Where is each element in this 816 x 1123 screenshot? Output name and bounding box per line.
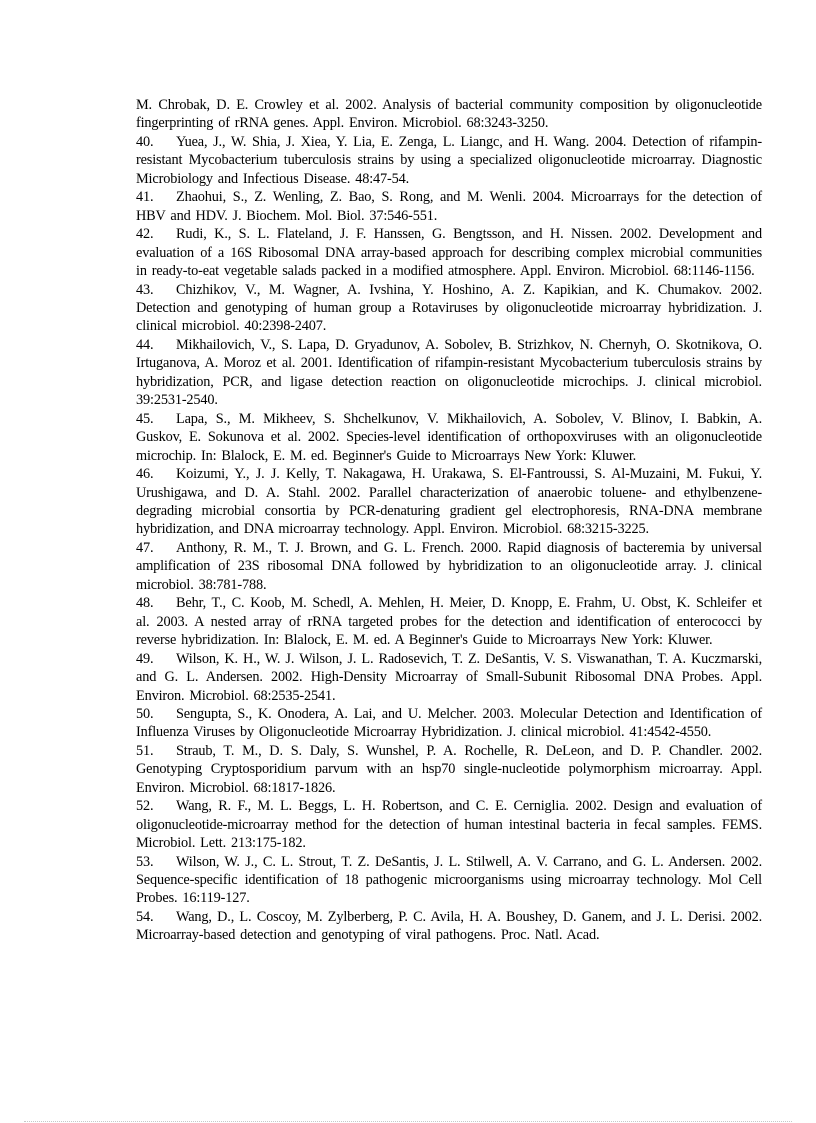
reference-number: 48.: [136, 595, 154, 612]
reference-text: Sengupta, S., K. Onodera, A. Lai, and U. Melcher. 2003. Molecular Detection and Identification of Influenza Viruses by Oligonucleotide Microarray Hybridization. J. clinical microbiol. 41:4542-4550.: [136, 705, 762, 741]
reference-text: Rudi, K., S. L. Flateland, J. F. Hanssen, G. Bengtsson, and H. Nissen. 2002. Development and evaluation of a 16S Ribosomal DNA array-based approach for describing complex microbial communities in ready-to-eat vegetable salads packed in a modified atmosphere. Appl. Environ. Microbiol. 68:1146-1156.: [136, 226, 762, 280]
reference-number: 42.: [136, 226, 154, 243]
reference-entry: [136, 705, 762, 742]
reference-text: Lapa, S., M. Mikheev, S. Shchelkunov, V. Mikhailovich, A. Sobolev, V. Blinov, I. Babkin, A. Guskov, E. Sokunova et al. 2002. Species-level identification of orthopoxviruses with an oligonucleotide microchip. In: Blalock, E. M. ed. Beginner's Guide to Microarrays New York: Kluwer.: [136, 410, 762, 464]
reference-entry: [136, 594, 762, 649]
reference-number: 53.: [136, 853, 154, 870]
reference-number: 50.: [136, 705, 154, 722]
reference-entry: [136, 225, 762, 280]
reference-text: Anthony, R. M., T. J. Brown, and G. L. French. 2000. Rapid diagnosis of bacteremia by universal amplification of 23S ribosomal DNA followed by hybridization to an oligonucleotide array. J. clinical microbiol. 38:781-788.: [136, 539, 762, 593]
reference-entry: [136, 188, 762, 225]
reference-number: 49.: [136, 650, 154, 667]
reference-entry: [136, 742, 762, 797]
reference-text: Yuea, J., W. Shia, J. Xiea, Y. Lia, E. Zenga, L. Liangc, and H. Wang. 2004. Detection of rifampin-resistant Mycobacterium tuberculosis strains by using a specialized oligonucleotide microarray. Diagnostic Microbiology and Infectious Disease. 48:47-54.: [136, 133, 762, 187]
reference-number: 52.: [136, 798, 154, 815]
reference-number: 54.: [136, 908, 154, 925]
reference-number: 43.: [136, 281, 154, 298]
reference-text: Wang, R. F., M. L. Beggs, L. H. Robertson, and C. E. Cerniglia. 2002. Design and evaluation of oligonucleotide-microarray method for the detection of human intestinal bacteria in fecal samples. FEMS. Microbiol. Lett. 213:175-182.: [136, 798, 762, 852]
reference-entry: [136, 281, 762, 336]
reference-entry: [136, 650, 762, 705]
reference-text: Wilson, W. J., C. L. Strout, T. Z. DeSantis, J. L. Stilwell, A. V. Carrano, and G. L. Andersen. 2002. Sequence-specific identification of 18 pathogenic microorganisms using microarray technology. Mol Cell Probes. 16:119-127.: [136, 853, 762, 907]
reference-entry: [136, 133, 762, 188]
reference-number: 47.: [136, 539, 154, 556]
reference-text: Behr, T., C. Koob, M. Schedl, A. Mehlen, H. Meier, D. Knopp, E. Frahm, U. Obst, K. Schleifer et al. 2003. A nested array of rRNA targeted probes for the detection and identification of enterococci by reverse hybridization. In: Blalock, E. M. ed. A Beginner's Guide to Microarrays New York: Kluwer.: [136, 595, 762, 649]
reference-text: Straub, T. M., D. S. Daly, S. Wunshel, P. A. Rochelle, R. DeLeon, and D. P. Chandler. 2002. Genotyping Cryptosporidium parvum with an hsp70 single-nucleotide polymorphism microarray. Appl. Environ. Microbiol. 68:1817-1826.: [136, 742, 762, 796]
reference-text: Wang, D., L. Coscoy, M. Zylberberg, P. C. Avila, H. A. Boushey, D. Ganem, and J. L. Derisi. 2002. Microarray-based detection and genotyping of viral pathogens. Proc. Natl. Acad.: [136, 908, 762, 944]
reference-entry: [136, 96, 762, 133]
reference-number: 46.: [136, 466, 154, 483]
reference-entry: [136, 853, 762, 908]
reference-entry: [136, 465, 762, 539]
reference-entry: [136, 539, 762, 594]
reference-entry: [136, 908, 762, 945]
reference-entry: [136, 797, 762, 852]
reference-list: [136, 96, 762, 945]
reference-number: 45.: [136, 410, 154, 427]
reference-number: 40.: [136, 133, 154, 150]
reference-entry: [136, 336, 762, 410]
reference-text: Koizumi, Y., J. J. Kelly, T. Nakagawa, H. Urakawa, S. El-Fantroussi, S. Al-Muzaini, M. Fukui, Y. Urushigawa, and D. A. Stahl. 2002. Parallel characterization of anaerobic toluene- and ethylbenzene-degrading microbial consortia by PCR-denaturing gradient gel electrophoresis, RNA-DNA membrane hybridization, and DNA microarray technology. Appl. Environ. Microbiol. 68:3215-3225.: [136, 466, 762, 538]
reference-number: 51.: [136, 742, 154, 759]
reference-text: Chizhikov, V., M. Wagner, A. Ivshina, Y. Hoshino, A. Z. Kapikian, and K. Chumakov. 2002. Detection and genotyping of human group a Rotaviruses by oligonucleotide microarray hybridization. J. clinical microbiol. 40:2398-2407.: [136, 281, 762, 335]
reference-text: M. Chrobak, D. E. Crowley et al. 2002. Analysis of bacterial community composition by oligonucleotide fingerprinting of rRNA genes. Appl. Environ. Microbiol. 68:3243-3250.: [136, 97, 762, 132]
reference-text: Zhaohui, S., Z. Wenling, Z. Bao, S. Rong, and M. Wenli. 2004. Microarrays for the detection of HBV and HDV. J. Biochem. Mol. Biol. 37:546-551.: [136, 189, 762, 224]
reference-number: 44.: [136, 336, 154, 353]
reference-text: Wilson, K. H., W. J. Wilson, J. L. Radosevich, T. Z. DeSantis, V. S. Viswanathan, T. A. Kuczmarski, and G. L. Andersen. 2002. High-Density Microarray of Small-Subunit Ribosomal DNA Probes. Appl. Environ. Microbiol. 68:2535-2541.: [136, 650, 762, 704]
reference-text: Mikhailovich, V., S. Lapa, D. Gryadunov, A. Sobolev, B. Strizhkov, N. Chernyh, O. Skotnikova, O. Irtuganova, A. Moroz et al. 2001. Identification of rifampin-resistant Mycobacterium tuberculosis strains by hybridization, PCR, and ligase detection reaction on oligonucleotide microchips. J. clinical microbiol. 39:2531-2540.: [136, 336, 762, 409]
reference-entry: [136, 410, 762, 465]
reference-number: 41.: [136, 189, 154, 206]
page-bottom-divider: [24, 1121, 792, 1122]
